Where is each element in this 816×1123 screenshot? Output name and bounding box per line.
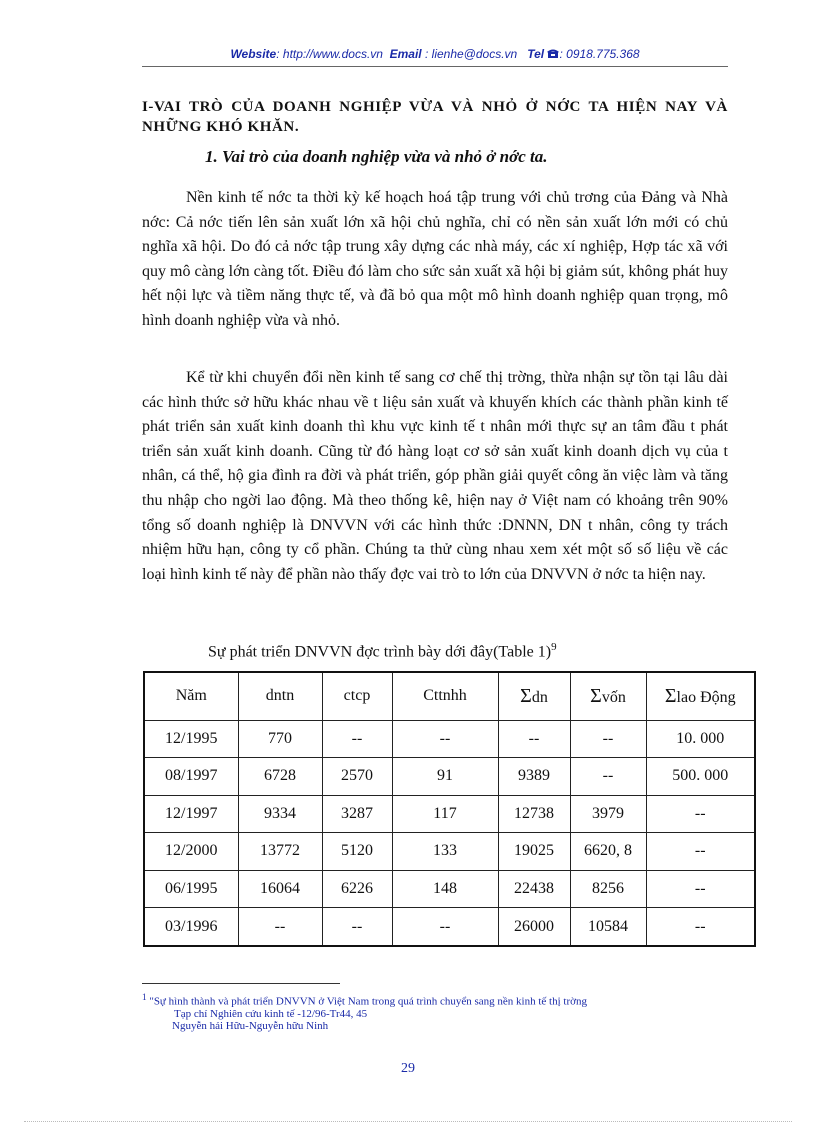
- table-row: [144, 833, 755, 870]
- table-row: [144, 795, 755, 832]
- table-cell: 2570: [322, 758, 392, 795]
- sigma-symbol: Σ: [520, 684, 532, 707]
- column-header: [498, 672, 570, 720]
- tel-value: : 0918.775.368: [559, 47, 640, 61]
- table-cell: 500. 000: [646, 758, 755, 795]
- column-header: [646, 672, 755, 720]
- table-cell: 08/1997: [144, 758, 238, 795]
- table-cell: 133: [392, 833, 498, 870]
- table-cell: 91: [392, 758, 498, 795]
- table-caption: [208, 641, 557, 661]
- footnote-marker: 1: [142, 992, 147, 1002]
- column-header: [392, 672, 498, 720]
- page-number: 29: [401, 1061, 415, 1076]
- table-row: [144, 908, 755, 946]
- table-cell: 9334: [238, 795, 322, 832]
- table-cell: 9389: [498, 758, 570, 795]
- table-cell: 10584: [570, 908, 646, 946]
- table-row: [144, 720, 755, 757]
- header-divider: [142, 66, 728, 67]
- table-cell: 3979: [570, 795, 646, 832]
- table-cell: --: [646, 795, 755, 832]
- column-header: [144, 672, 238, 720]
- phone-icon: [547, 48, 559, 59]
- footnote: [142, 991, 742, 1032]
- table-cell: 6226: [322, 870, 392, 907]
- column-header: [238, 672, 322, 720]
- table-cell: 22438: [498, 870, 570, 907]
- table-cell: 16064: [238, 870, 322, 907]
- dnvvn-table: [143, 671, 756, 947]
- website-label: Website: [230, 47, 277, 61]
- page-header: [142, 47, 728, 61]
- table-cell: --: [392, 908, 498, 946]
- table-cell: --: [646, 870, 755, 907]
- email-label: Email: [389, 47, 422, 61]
- table-cell: 148: [392, 870, 498, 907]
- page-bottom-edge: [24, 1121, 792, 1122]
- subsection-heading: 1. Vai trò của doanh nghiệp vừa và nhỏ ở nớc ta.: [205, 147, 548, 166]
- table-cell: 03/1996: [144, 908, 238, 946]
- table-cell: 12/2000: [144, 833, 238, 870]
- column-header-label: ctcp: [343, 687, 371, 705]
- table-cell: 8256: [570, 870, 646, 907]
- column-header-label: dn: [531, 688, 548, 706]
- table-cell: 6620, 8: [570, 833, 646, 870]
- table-caption-text: Sự phát triển DNVVN đợc trình bày dới đây(Table 1): [208, 643, 552, 661]
- table-cell: 770: [238, 720, 322, 757]
- column-header-label: lao Động: [676, 688, 736, 706]
- table-row: [144, 758, 755, 795]
- section-heading: I-VAI TRÒ CỦA DOANH NGHIỆP VỪA VÀ NHỎ Ở NỚC TA HIỆN NAY VÀ NHỮNG KHÓ KHĂN.: [142, 99, 728, 135]
- table-cell: 6728: [238, 758, 322, 795]
- table-cell: --: [570, 720, 646, 757]
- table-cell: --: [646, 908, 755, 946]
- table-cell: --: [238, 908, 322, 946]
- table-cell: 12/1997: [144, 795, 238, 832]
- column-header-label: Năm: [175, 687, 207, 705]
- table-row: [144, 870, 755, 907]
- table-header-row: [144, 672, 755, 720]
- paragraph-2: Kể từ khi chuyển đổi nền kinh tế sang cơ chế thị trờng, thừa nhận sự tồn tại lâu dài các hình thức sở hữu khác nhau về t liệu sản xuất và khuyến khích các thành phần kinh tế phát triển sản xuất kinh doanh thì khu vực kinh tế t nhân mới thực sự an tâm đầu t phát triển sản xuất kinh doanh. Cũng từ đó hàng loạt cơ sở sản xuất kinh doanh dịch vụ của t nhân, cá thể, hộ gia đình ra đời và phát triển, góp phần giải quyết công ăn việc làm và tăng thu nhập cho ngời lao động. Mà theo thống kê, hiện nay ở Việt nam có khoảng trên 90% tổng số doanh nghiệp là DNVVN với các hình thức :DNNN, DN t nhân, công ty trách nhiệm hữu hạn, công ty cổ phần. Chúng ta thử cùng nhau xem xét một số số liệu về các loại hình kinh tế này để phần nào thấy đợc vai trò to lớn của DNVVN ở nớc ta hiện nay.: [142, 369, 728, 583]
- email-value[interactable]: : lienhe@docs.vn: [424, 47, 518, 61]
- table-cell: --: [322, 720, 392, 757]
- column-header: [322, 672, 392, 720]
- table-cell: 13772: [238, 833, 322, 870]
- table-cell: --: [646, 833, 755, 870]
- table-cell: 06/1995: [144, 870, 238, 907]
- table-cell: 10. 000: [646, 720, 755, 757]
- sigma-symbol: Σ: [590, 684, 602, 707]
- footnote-line: Nguyễn hải Hữu-Nguyễn hữu Ninh: [172, 1019, 329, 1032]
- table-cell: --: [498, 720, 570, 757]
- column-header-label: Cttnhh: [423, 687, 467, 705]
- sigma-symbol: Σ: [664, 684, 677, 707]
- paragraph-1: Nền kinh tế nớc ta thời kỳ kế hoạch hoá tập trung với chủ trơng của Đảng và Nhà nớc: Cả nớc tiến lên sản xuất lớn xã hội chủ nghĩa, chỉ có nền sản xuất lớn mới có chủ nghĩa xã hội. Do đó cả nớc tập trung xây dựng các nhà máy, các xí nghiệp, Hợp tác xã với quy mô càng lớn càng tốt. Điều đó làm cho sức sản xuất xã hội bị giảm sút, không phát huy hết nội lực và tiềm năng thực tế, và đã bỏ qua một mô hình doanh nghiệp quan trọng, mô hình doanh nghiệp vừa và nhỏ.: [142, 189, 728, 329]
- table-cell: 19025: [498, 833, 570, 870]
- table-cell: --: [322, 908, 392, 946]
- table-cell: 26000: [498, 908, 570, 946]
- footnote-divider: [142, 983, 340, 984]
- table-cell: --: [392, 720, 498, 757]
- footnote-line: Tạp chí Nghiên cứu kinh tế -12/96-Tr44, 45: [174, 1007, 368, 1020]
- table-cell: 12/1995: [144, 720, 238, 757]
- table-cell: --: [570, 758, 646, 795]
- footnote-line: $^1$ "Sự hình thành và phát triển DNVVN ở Việt Nam trong quá trình chuyển sang nền kinh tế thị trờng: [142, 992, 587, 1008]
- table-cell: 117: [392, 795, 498, 832]
- column-header-label: vốn: [601, 688, 626, 706]
- table-cell: 5120: [322, 833, 392, 870]
- column-header: [570, 672, 646, 720]
- table-cell: 3287: [322, 795, 392, 832]
- tel-label: Tel: [527, 47, 545, 61]
- footnote-ref[interactable]: 9: [551, 641, 557, 653]
- website-url[interactable]: : http://www.docs.vn: [276, 47, 383, 61]
- table-cell: 12738: [498, 795, 570, 832]
- column-header-label: dntn: [265, 687, 295, 705]
